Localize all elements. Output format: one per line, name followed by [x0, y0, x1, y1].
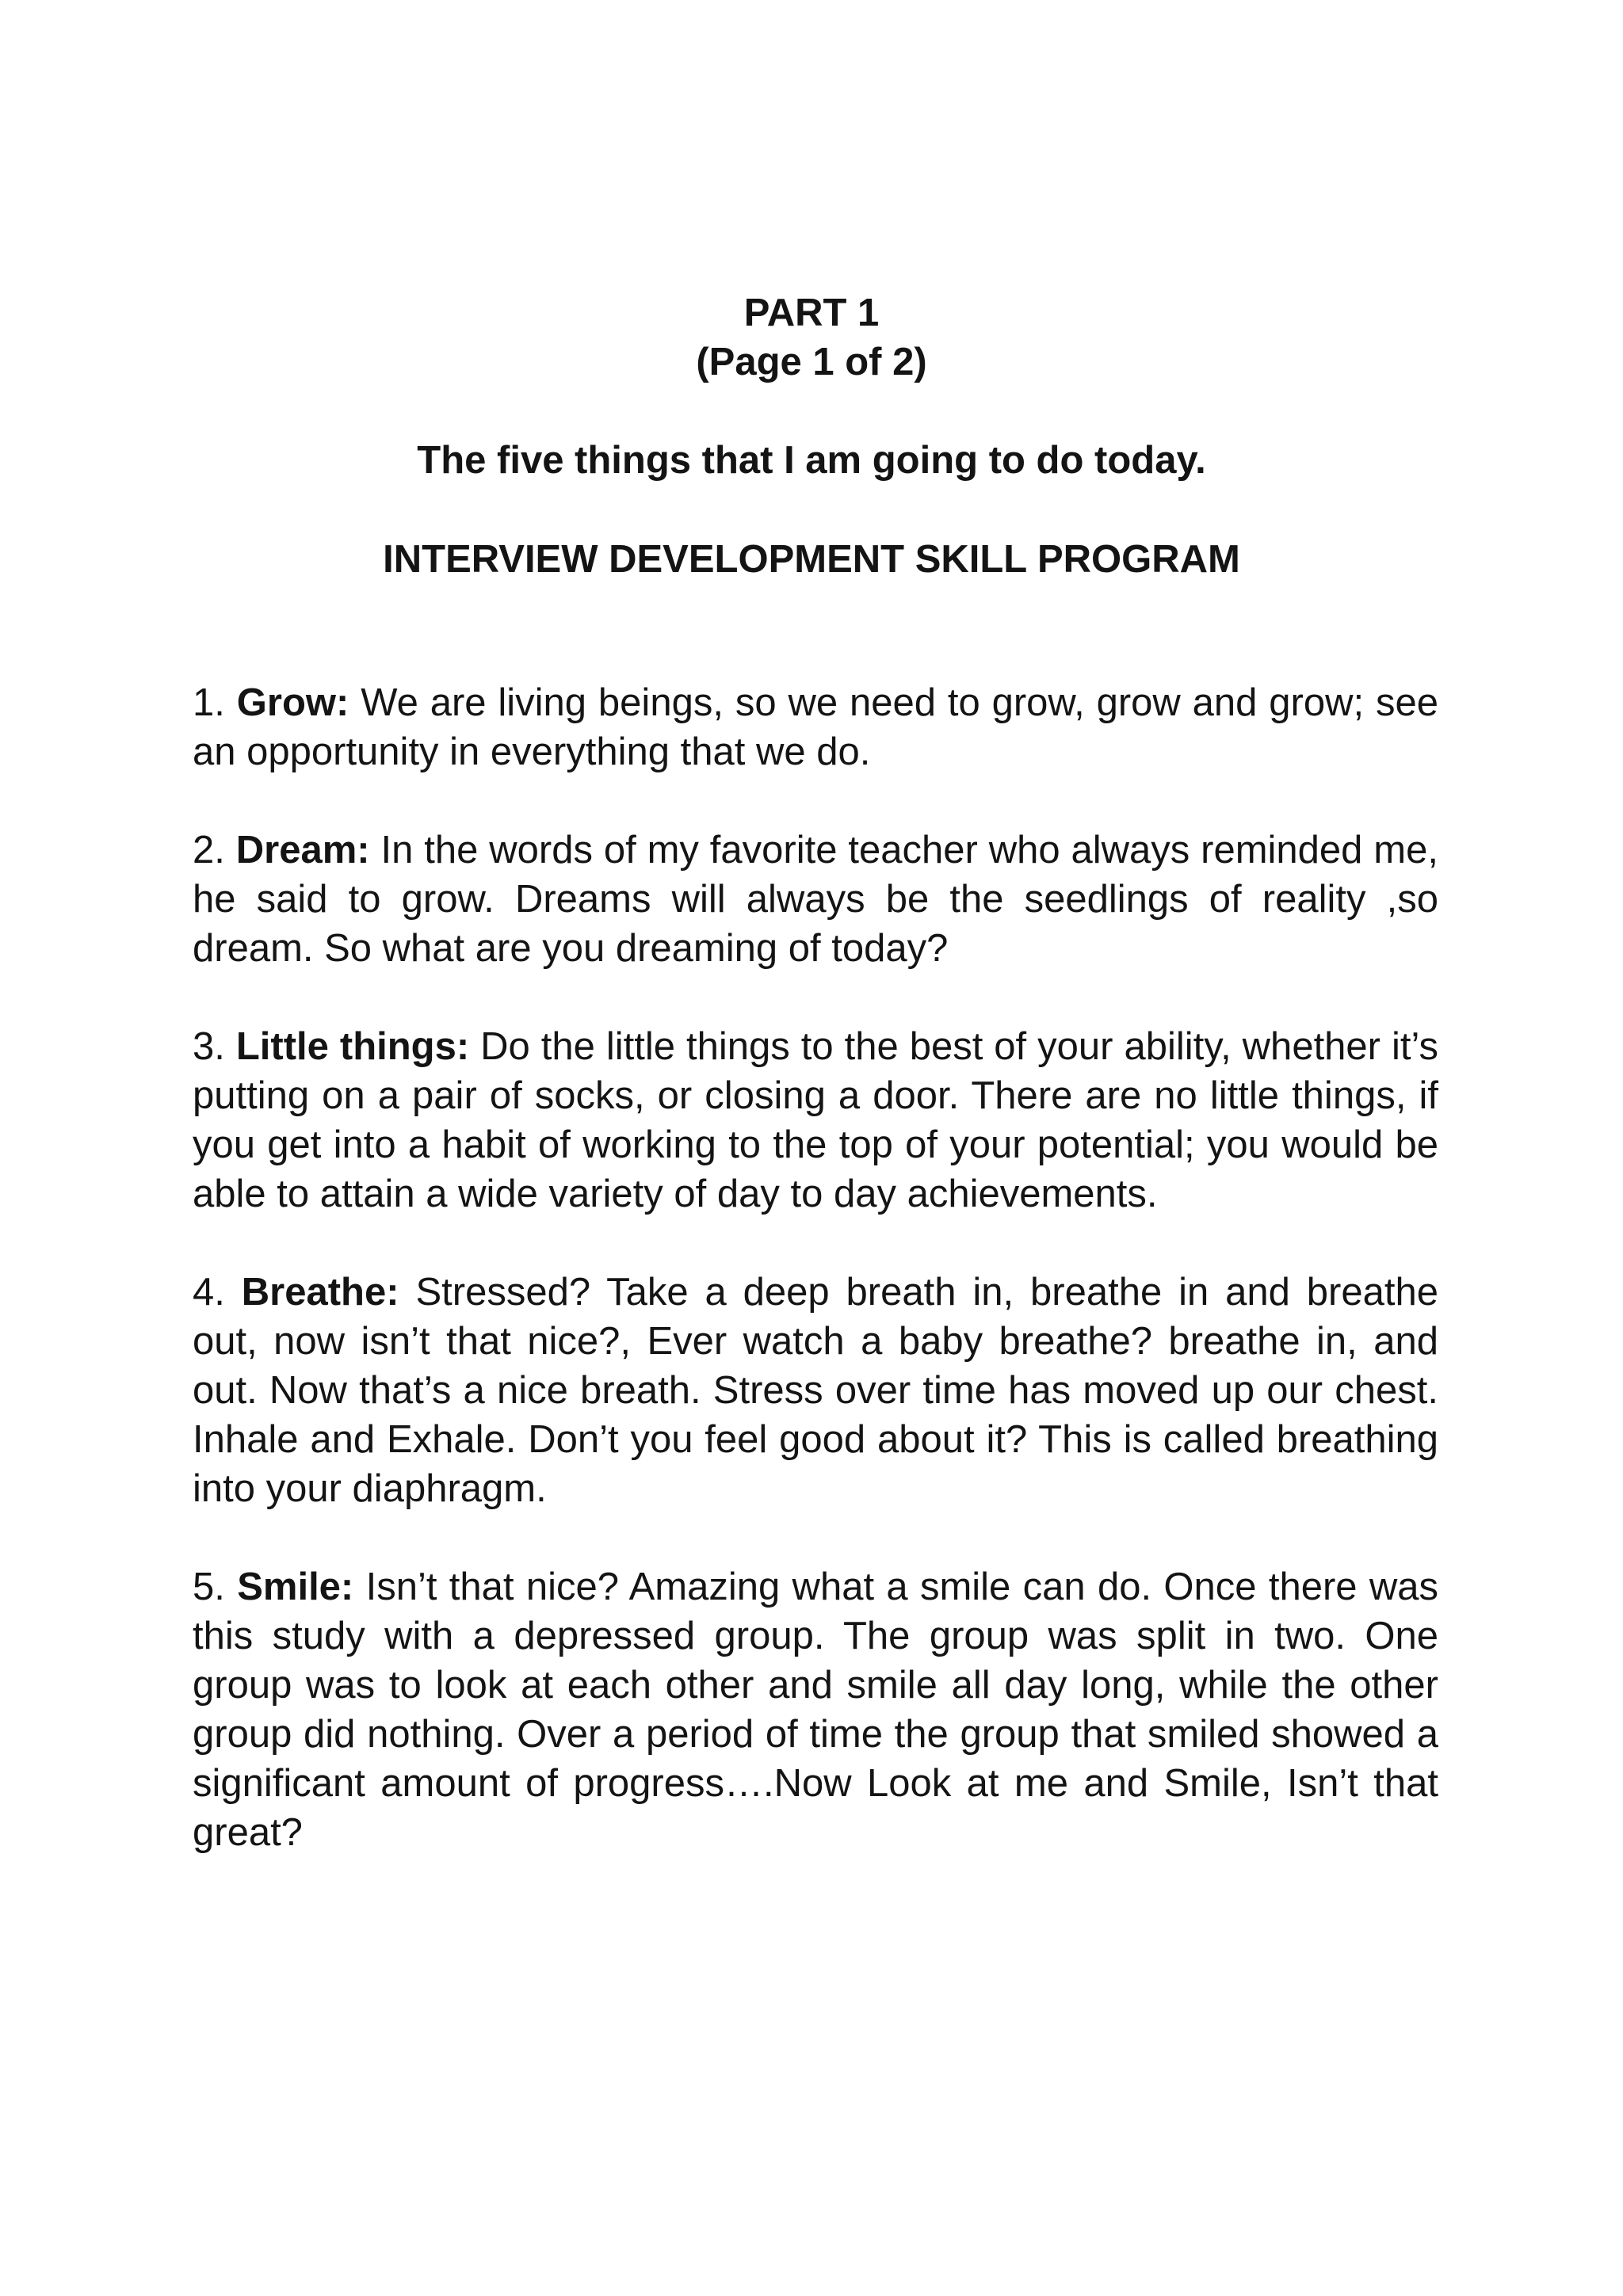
item-text: Isn’t that nice? Amazing what a smile can do. Once there was this study with a depressed group. The group was split in two. One group was to look at each other and smile all day long, while the other group did nothing. Over a period of time the group that smiled showed a significant amount of progress….Now Look at me and Smile, Isn’t that great?	[193, 1566, 1438, 1854]
list-item-smile	[193, 1562, 1438, 1857]
list-item-dream	[193, 826, 1438, 973]
part-heading: PART 1	[743, 292, 880, 334]
page-indicator: (Page 1 of 2)	[696, 341, 927, 383]
item-number: 4.	[193, 1271, 225, 1314]
item-term: Dream:	[235, 829, 370, 871]
item-term: Little things:	[235, 1025, 470, 1068]
item-term: Breathe:	[241, 1271, 399, 1314]
item-text: Do the little things to the best of your ability, whether it’s putting on a pair of socks, or closing a door. There are no little things, if you get into a habit of working to the top of your potential; you would be able to attain a wide variety of day to day achievements.	[193, 1025, 1438, 1215]
list-item-little-things	[193, 1022, 1438, 1219]
program-title: INTERVIEW DEVELOPMENT SKILL PROGRAM	[383, 538, 1240, 581]
item-number: 2.	[193, 829, 225, 871]
item-term: Smile:	[237, 1566, 354, 1608]
list-item-grow	[193, 678, 1438, 776]
item-term: Grow:	[236, 681, 349, 724]
item-list	[193, 678, 1438, 1906]
item-text: Stressed? Take a deep breath in, breathe in and breathe out, now isn’t that nice?, Ever watch a baby breathe? breathe in, and out. Now that’s a nice breath. Stress over time has moved up our chest. Inhale and Exhale. Don’t you feel good about it? This is called breathing into your diaphragm.	[193, 1271, 1438, 1510]
list-item-breathe	[193, 1268, 1438, 1513]
item-number: 5.	[193, 1566, 225, 1608]
item-text: In the words of my favorite teacher who always reminded me, he said to grow. Dreams will always be the seedlings of reality ,so dream. So what are you dreaming of today?	[193, 829, 1438, 970]
subtitle-heading: The five things that I am going to do today.	[417, 439, 1206, 482]
item-text: We are living beings, so we need to grow, grow and grow; see an opportunity in everything that we do.	[193, 681, 1438, 773]
item-number: 3.	[193, 1025, 225, 1068]
item-number: 1.	[193, 681, 225, 724]
